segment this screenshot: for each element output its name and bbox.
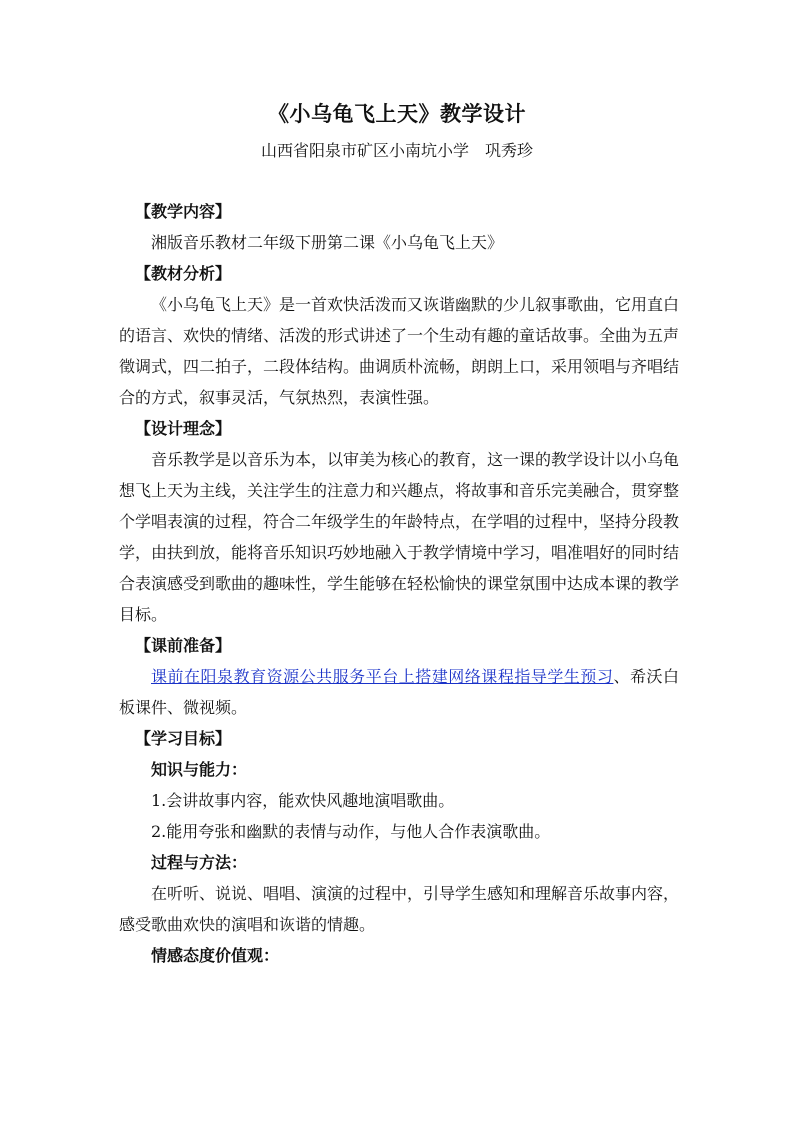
author-line: 山西省阳泉市矿区小南坑小学 巩秀珍	[260, 141, 533, 160]
section-heading-goals: 【学习目标】	[135, 729, 232, 748]
resource-platform-link[interactable]: 课前在阳泉教育资源公共服务平台上搭建网络课程指导学生预习	[151, 667, 614, 686]
document-body	[119, 196, 679, 971]
section-heading-analysis: 【教材分析】	[135, 264, 232, 283]
section-heading-content: 【教学内容】	[135, 202, 232, 221]
knowledge-item: 1.会讲故事内容，能欢快风趣地演唱歌曲。	[151, 791, 455, 810]
process-paragraph: 在听听、说说、唱唱、演演的过程中，引导学生感知和理解音乐故事内容，感受歌曲欢快的演唱和诙谐的情趣。	[119, 884, 680, 934]
emotion-label: 情感态度价值观：	[151, 946, 280, 965]
prep-text-after: 、希沃白板课件、微视频。	[119, 667, 679, 717]
knowledge-label: 知识与能力：	[151, 760, 248, 779]
concept-paragraph: 音乐教学是以音乐为本，以审美为核心的教育，这一课的教学设计以小乌龟想飞上天为主线，关注学生的注意力和兴趣点，将故事和音乐完美融合，贯穿整个学唱表演的过程，符合二年级学生的年龄特点，在学唱的过程中，坚持分段教学，由扶到放，能将音乐知识巧妙地融入于教学情境中学习，唱准唱好的同时结合表演感受到歌曲的趣味性，学生能够在轻松愉快的课堂氛围中达成本课的教学目标。	[119, 450, 680, 624]
analysis-paragraph: 《小乌龟飞上天》是一首欢快活泼而又诙谐幽默的少儿叙事歌曲，它用直白的语言、欢快的情绪、活泼的形式讲述了一个生动有趣的童话故事。全曲为五声徵调式，四二拍子，二段体结构。曲调质朴流畅，朗朗上口，采用领唱与齐唱结合的方式，叙事灵活，气氛热烈，表演性强。	[119, 295, 680, 407]
content-text: 湘版音乐教材二年级下册第二课《小乌龟飞上天》	[151, 233, 504, 252]
document-title: 《小乌龟飞上天》教学设计	[268, 102, 526, 126]
section-heading-prep: 【课前准备】	[135, 636, 232, 655]
knowledge-item: 2.能用夸张和幽默的表情与动作，与他人合作表演歌曲。	[151, 822, 551, 841]
section-heading-concept: 【设计理念】	[135, 419, 232, 438]
process-label: 过程与方法：	[151, 853, 248, 872]
prep-paragraph	[119, 661, 679, 723]
